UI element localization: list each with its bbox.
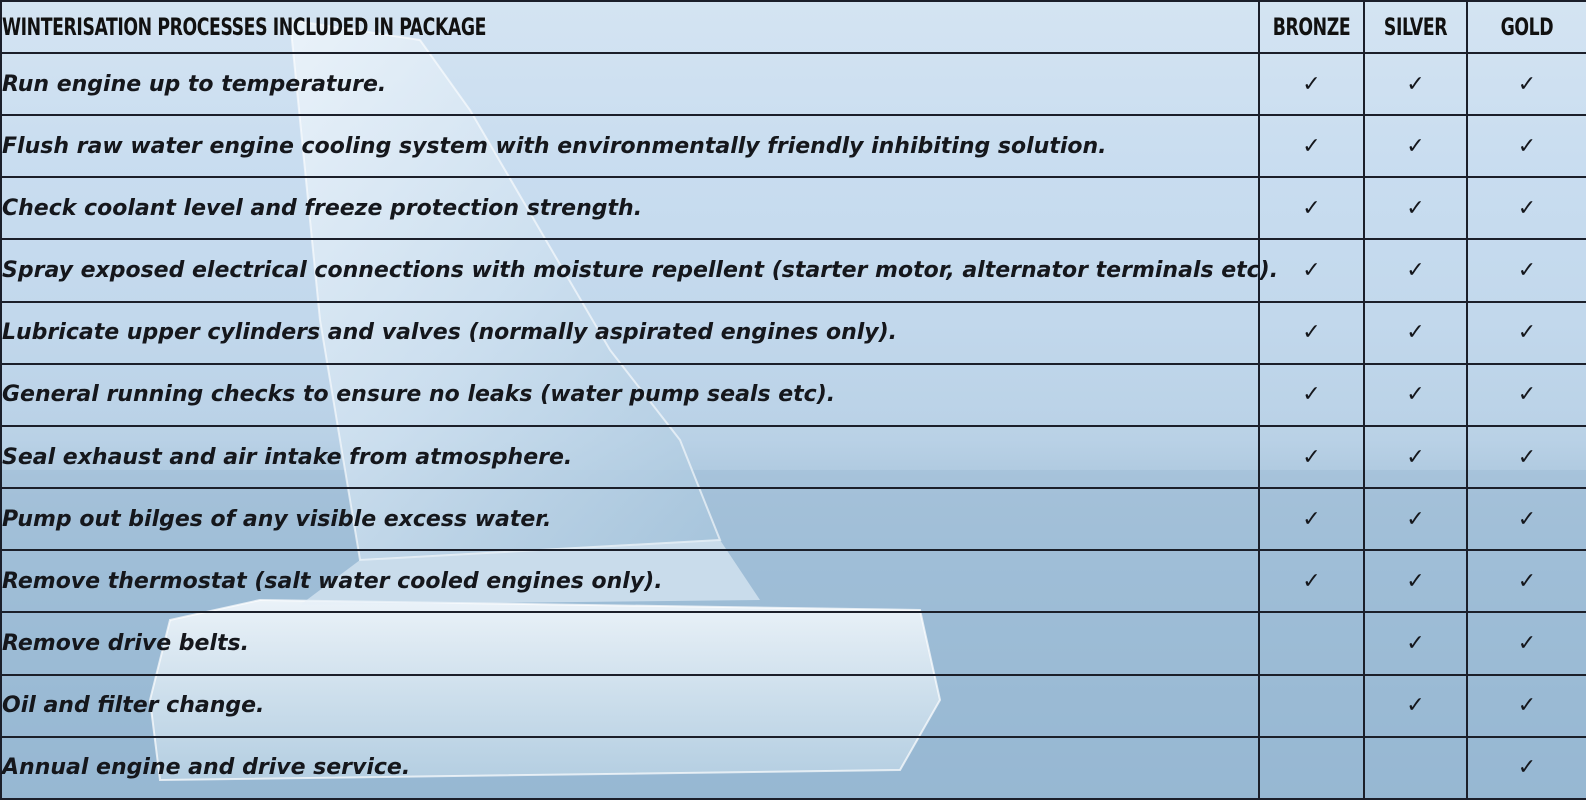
table-row [1, 302, 1586, 364]
process-cell: Annual engine and drive service. [1, 737, 1259, 799]
bronze-cell [1259, 364, 1364, 426]
checkmark-icon: ✓ [1302, 71, 1321, 97]
header-processes-label: WINTERISATION PROCESSES INCLUDED IN PACKAGE [2, 13, 487, 41]
gold-cell [1467, 737, 1586, 799]
checkmark-icon: ✓ [1406, 506, 1425, 532]
process-cell: Remove drive belts. [1, 612, 1259, 674]
silver-cell [1364, 488, 1467, 550]
gold-cell [1467, 675, 1586, 737]
process-cell: Flush raw water engine cooling system with environmentally friendly inhibiting solution. [1, 115, 1259, 177]
checkmark-icon: ✓ [1517, 258, 1537, 284]
checkmark-icon: ✓ [1517, 630, 1537, 656]
checkmark-icon: ✓ [1406, 71, 1425, 97]
bronze-cell [1259, 612, 1364, 674]
checkmark-icon: ✓ [1517, 133, 1537, 159]
checkmark-icon: ✓ [1406, 630, 1425, 656]
checkmark-icon: ✓ [1302, 133, 1321, 159]
table-row [1, 737, 1586, 799]
checkmark-icon: ✓ [1517, 195, 1537, 221]
checkmark-icon: ✓ [1517, 71, 1537, 97]
bronze-cell [1259, 177, 1364, 239]
checkmark-icon: ✓ [1406, 320, 1425, 346]
bronze-cell [1259, 302, 1364, 364]
process-cell: Remove thermostat (salt water cooled engines only). [1, 550, 1259, 612]
gold-cell [1467, 426, 1586, 488]
gold-cell [1467, 239, 1586, 301]
checkmark-icon: ✓ [1517, 693, 1537, 719]
checkmark-icon: ✓ [1406, 568, 1425, 594]
table-row [1, 675, 1586, 737]
checkmark-icon: ✓ [1406, 382, 1425, 408]
header-bronze-label: BRONZE [1272, 13, 1351, 41]
gold-cell [1467, 550, 1586, 612]
bronze-cell [1259, 53, 1364, 115]
bronze-cell [1259, 426, 1364, 488]
silver-cell [1364, 426, 1467, 488]
checkmark-icon: ✓ [1302, 195, 1321, 221]
process-cell: Seal exhaust and air intake from atmosphere. [1, 426, 1259, 488]
checkmark-icon: ✓ [1517, 755, 1537, 781]
checkmark-icon: ✓ [1517, 568, 1537, 594]
table-row [1, 550, 1586, 612]
header-bronze [1259, 1, 1364, 53]
silver-cell [1364, 675, 1467, 737]
checkmark-icon: ✓ [1302, 506, 1321, 532]
silver-cell [1364, 53, 1467, 115]
process-cell: General running checks to ensure no leaks (water pump seals etc). [1, 364, 1259, 426]
silver-cell [1364, 612, 1467, 674]
gold-cell [1467, 302, 1586, 364]
checkmark-icon: ✓ [1406, 133, 1425, 159]
table-row [1, 364, 1586, 426]
header-gold-label: GOLD [1500, 13, 1554, 41]
checkmark-icon: ✓ [1302, 258, 1321, 284]
process-cell: Check coolant level and freeze protection strength. [1, 177, 1259, 239]
checkmark-icon: ✓ [1406, 258, 1425, 284]
gold-cell [1467, 115, 1586, 177]
header-silver [1364, 1, 1467, 53]
bronze-cell [1259, 737, 1364, 799]
table-row [1, 612, 1586, 674]
table-row [1, 488, 1586, 550]
gold-cell [1467, 364, 1586, 426]
table-row [1, 115, 1586, 177]
silver-cell [1364, 364, 1467, 426]
bronze-cell [1259, 115, 1364, 177]
bronze-cell [1259, 550, 1364, 612]
checkmark-icon: ✓ [1406, 195, 1425, 221]
header-gold [1467, 1, 1586, 53]
process-cell: Oil and filter change. [1, 675, 1259, 737]
checkmark-icon: ✓ [1302, 444, 1321, 470]
bronze-cell [1259, 488, 1364, 550]
silver-cell [1364, 115, 1467, 177]
table-row [1, 239, 1586, 301]
checkmark-icon: ✓ [1517, 444, 1537, 470]
header-silver-label: SILVER [1383, 13, 1448, 41]
checkmark-icon: ✓ [1406, 693, 1425, 719]
gold-cell [1467, 488, 1586, 550]
bronze-cell [1259, 675, 1364, 737]
gold-cell [1467, 612, 1586, 674]
gold-cell [1467, 53, 1586, 115]
process-cell: Spray exposed electrical connections with moisture repellent (starter motor, alternator terminals etc). [1, 239, 1259, 301]
table-row [1, 177, 1586, 239]
checkmark-icon: ✓ [1517, 506, 1537, 532]
checkmark-icon: ✓ [1406, 444, 1425, 470]
process-cell: Run engine up to temperature. [1, 53, 1259, 115]
silver-cell [1364, 177, 1467, 239]
checkmark-icon: ✓ [1517, 382, 1537, 408]
checkmark-icon: ✓ [1302, 568, 1321, 594]
silver-cell [1364, 239, 1467, 301]
process-cell: Pump out bilges of any visible excess water. [1, 488, 1259, 550]
checkmark-icon: ✓ [1517, 320, 1537, 346]
checkmark-icon: ✓ [1302, 382, 1321, 408]
silver-cell [1364, 302, 1467, 364]
header-processes [1, 1, 1259, 53]
table-row [1, 53, 1586, 115]
checkmark-icon: ✓ [1302, 320, 1321, 346]
silver-cell [1364, 550, 1467, 612]
process-cell: Lubricate upper cylinders and valves (normally aspirated engines only). [1, 302, 1259, 364]
table-row [1, 426, 1586, 488]
table-header-row [1, 1, 1586, 53]
silver-cell [1364, 737, 1467, 799]
gold-cell [1467, 177, 1586, 239]
